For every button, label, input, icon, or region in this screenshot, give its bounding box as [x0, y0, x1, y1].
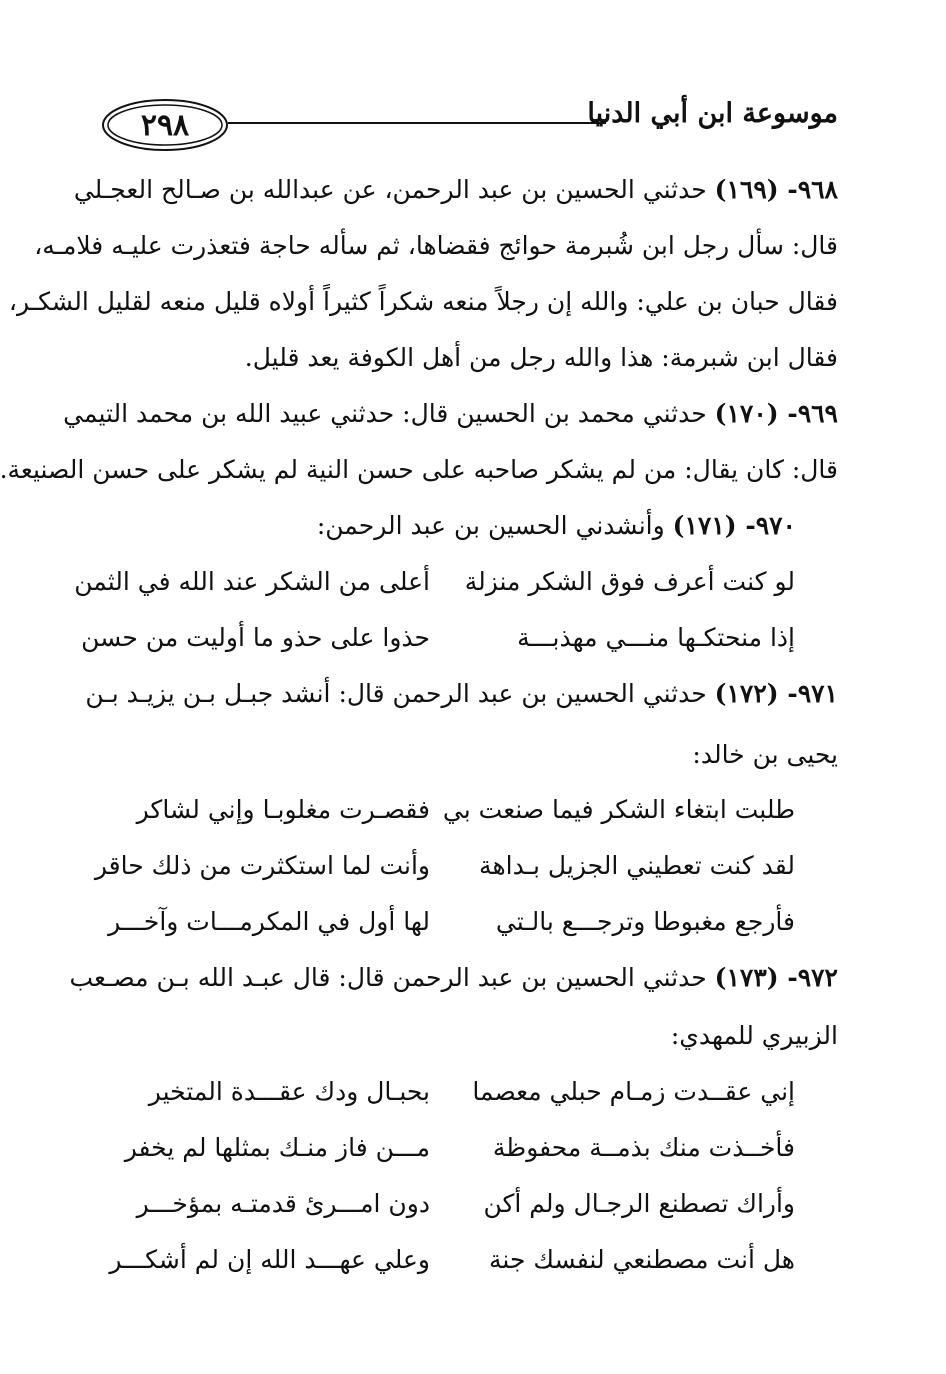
text-line — [160, 506, 796, 546]
text-line — [98, 338, 838, 378]
page-number-oval — [100, 96, 230, 154]
line-text: حدثني محمد بن الحسين قال: حدثني عبيد الله بن محمد التيمي — [63, 399, 715, 428]
verse-second-hemistich: مـــن فاز منـك بمثلها لم يخفر — [124, 1133, 430, 1162]
entry-number: ٩٦٩- (١٧٠) — [714, 399, 838, 428]
line-text: قال: سأل رجل ابن شُبرمة حوائج فقضاها، ثم سأله حاجة فتعذرت عليـه فلامـه، — [34, 231, 838, 260]
verse-second-hemistich: بحبـال ودك عقـــدة المتخير — [148, 1077, 430, 1106]
verse-line — [130, 790, 795, 830]
text-line — [73, 170, 838, 210]
line-text: قال: كان يقال: من لم يشكر صاحبه على حسن النية لم يشكر على حسن الصنيعة. — [0, 455, 838, 484]
verse-line — [124, 1128, 795, 1168]
line-text: حدثني الحسين بن عبد الرحمن قال: قال عبـد الله بـن مصـعب — [69, 963, 715, 992]
verse-second-hemistich: دون امـــرئ قدمتـه بمؤخـــر — [136, 1189, 430, 1218]
verse-first-hemistich: إذا منحتكـها منـــي مهذبـــة — [517, 623, 795, 652]
verse-second-hemistich: حذوا على حذو ما أوليت من حسن — [81, 623, 430, 652]
verse-line — [94, 846, 795, 886]
line-text: حدثني الحسين بن عبد الرحمن قال: أنشد جبـل بـن يزيـد بـن — [85, 679, 715, 708]
verse-second-hemistich: فقصـرت مغلوبـا وإني لشاكر — [136, 795, 430, 824]
verse-second-hemistich: لها أول في المكرمـــات وآخـــر — [108, 907, 430, 936]
text-line — [63, 394, 838, 434]
verse-line — [74, 562, 795, 602]
verse-first-hemistich: وأراك تصطنع الرجـال ولم أكن — [483, 1189, 795, 1218]
verse-line — [109, 1240, 795, 1280]
verse-line — [81, 618, 795, 658]
verse-second-hemistich: أعلى من الشكر عند الله في الثمن — [74, 567, 430, 596]
entry-number: ٩٧١- (١٧٢) — [714, 679, 838, 708]
verse-line — [130, 1072, 795, 1112]
text-line — [8, 282, 838, 322]
verse-first-hemistich: فأخــذت منك بذمــة محفوظة — [492, 1133, 795, 1162]
line-text: فقال حبان بن علي: والله إن رجلاً منعه شكراً كثيراً أولاه قليل منعه لقليل الشكـر، — [8, 287, 838, 316]
line-text: فقال ابن شبرمة: هذا والله رجل من أهل الكوفة يعد قليل. — [244, 343, 838, 372]
line-text: يحيى بن خالد: — [692, 740, 838, 769]
verse-line — [130, 1184, 795, 1224]
verse-first-hemistich: هل أنت مصطنعي لنفسك جنة — [489, 1245, 795, 1274]
verse-first-hemistich: إني عقــدت زمـام حبلي معصما — [472, 1077, 795, 1106]
text-line — [85, 674, 838, 714]
text-line — [98, 1016, 838, 1056]
entry-number: ٩٦٨- (١٦٩) — [714, 175, 838, 204]
verse-first-hemistich: لقد كنت تعطيني الجزيل بـداهة — [479, 851, 795, 880]
verse-second-hemistich: وعلي عهـــد الله إن لم أشكـــر — [109, 1245, 430, 1274]
text-line — [69, 958, 838, 998]
header-rule — [228, 122, 606, 124]
text-line — [98, 735, 838, 775]
line-text: وأنشدني الحسين بن عبد الرحمن: — [316, 511, 673, 540]
verse-first-hemistich: فأرجع مغبوطا وترجـــع بالـتي — [495, 907, 795, 936]
verse-first-hemistich: لو كنت أعرف فوق الشكر منزلة — [464, 567, 795, 596]
page-header — [100, 96, 838, 160]
verse-first-hemistich: طلبت ابتغاء الشكر فيما صنعت بي — [442, 795, 795, 824]
verse-second-hemistich: وأنت لما استكثرت من ذلك حاقر — [94, 851, 430, 880]
entry-number: ٩٧٢- (١٧٣) — [714, 963, 838, 992]
entry-number: ٩٧٠- (١٧١) — [672, 511, 796, 540]
line-text: الزبيري للمهدي: — [670, 1021, 838, 1050]
line-text: حدثني الحسين بن عبد الرحمن، عن عبدالله بن صـالح العجـلي — [73, 175, 715, 204]
text-line — [0, 450, 838, 490]
page-number: ٢٩٨ — [140, 107, 190, 143]
text-line — [34, 226, 838, 266]
running-title: موسوعة ابن أبي الدنيا — [587, 98, 838, 129]
verse-line — [108, 902, 795, 942]
